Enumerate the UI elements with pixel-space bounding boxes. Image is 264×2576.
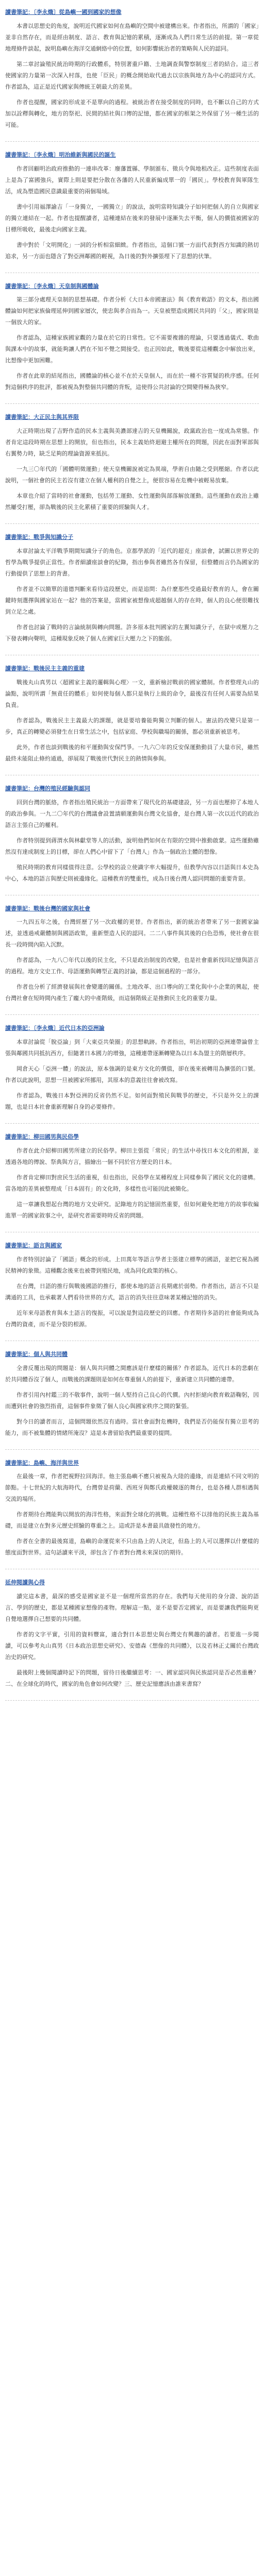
post-title-link[interactable]: 讀書筆記：戰後台灣的國家與社會 bbox=[5, 905, 90, 912]
post-title-link[interactable]: 讀書筆記：大正民主與其界限 bbox=[5, 414, 79, 421]
paragraph: 作者在此介紹柳田國男所建立的民俗學。柳田主張從「常民」的生活中尋找日本文化的根源，並透過各地的傳說、祭典與方言，描繪出一個不同於官方歷史的日本。 bbox=[5, 1147, 259, 1165]
paragraph: 書中對於「文明開化」一詞的分析相當細緻。作者指出，這個口號一方面代表對西方知識的熱切追求，另一方面也隱含了對亞洲鄰國的輕視，為日後的對外擴張埋下了思想的伏筆。 bbox=[5, 241, 259, 260]
paragraph: 作者也分析了經濟發展與社會變遷的關係。土地改革、出口導向的工業化與中小企業的興起，使台灣社會在短時間內產生了龐大的中產階級，而這個階級正是推動民主化的重要力量。 bbox=[5, 984, 259, 1002]
post-title-link[interactable]: 讀書筆記：台灣的殖民經驗與認同 bbox=[5, 785, 90, 792]
post-section bbox=[5, 664, 259, 775]
post-title-link[interactable]: 讀書筆記：戰爭與知識分子 bbox=[5, 534, 73, 541]
paragraph: 作者認為，戰後日本對亞洲的反省仍然不足。如何面對殖民與戰爭的歷史，不只是外交上的課題，也是日本社會重新理解自身的必要條件。 bbox=[5, 1092, 259, 1111]
post-section bbox=[5, 1132, 259, 1232]
paragraph: 作者肯定柳田對庶民生活的重視，但也指出，民俗學在某種程度上同樣參與了國民文化的建構。當各地的差異被整理成「日本固有」的文化時，多樣性也可能因此被簡化。 bbox=[5, 1174, 259, 1192]
post-title-link[interactable]: 讀書筆記：個人與共同體 bbox=[5, 1350, 68, 1358]
paragraph: 作者也討論了戰時的言論統制與轉向問題。許多原本批判國家的左翼知識分子，在獄中或壓力之下發表轉向聲明，這種現象反映了個人在國家巨大壓力之下的脆弱。 bbox=[5, 623, 259, 642]
post-section bbox=[5, 150, 259, 273]
paragraph: 最後附上幾個閱讀時記下的問題，留待日後繼續思考：一、國家認同與民族認同是否必然重疊？二、在全球化的時代，國家的角色會如何改變？三、歷史記憶應該由誰來書寫？ bbox=[5, 1669, 259, 1688]
paragraph: 作者的文字平實，引用的資料豐富，適合對日本思想史與台灣史有興趣的讀者。若要進一步閱讀，可以參考丸山真男《日本政治思想史研究》、安德森《想像的共同體》，以及若林正丈關於台灣政治史的研究。 bbox=[5, 1631, 259, 1661]
paragraph: 讀完這本書，最深的感受是國家並不是一個理所當然的存在。我們每天使用的身分證、說的語言、學到的歷史，都是某種國家想像的產物。理解這一點，並不是要否定國家，而是要讓我們能夠更自覺地選擇自己想要的共同體。 bbox=[5, 1593, 259, 1623]
paragraph: 全書反覆出現的問題是：個人與共同體之間應該是什麼樣的關係？作者認為，近代日本的悲劇在於共同體吞沒了個人，而戰後的課題則是如何在尊重個人的前提下，重新建立共同體的連帶。 bbox=[5, 1364, 259, 1383]
paragraph: 在台灣，日語的推行與戰後國語的推行，都使本地的語言長期處於弱勢。作者指出，語言不只是溝通的工具，也承載著人們看待世界的方式，語言的消失往往意味著某種記憶的消失。 bbox=[5, 1282, 259, 1301]
paragraph: 作者也提醒，國家的形成並不是單向的過程。被統治者在接受制度的同時，也不斷以自己的方式加以詮釋與轉化，地方的祭祀、民間的結社與口傳的記憶，都在國家的框架之外保留了另一種生活的可能。 bbox=[5, 98, 259, 128]
post-section bbox=[5, 784, 259, 895]
paragraph: 作者特別提到蔣渭水與林獻堂等人的活動，說明他們如何在有限的空間中推動啟蒙。這些運動雖然沒有達成制度上的目標，卻在人們心中留下了「台灣人」作為一個政治主體的想像。 bbox=[5, 837, 259, 855]
post-title-link[interactable]: 讀書筆記：柳田國男與民俗學 bbox=[5, 1133, 79, 1141]
post-title-link[interactable]: 延伸閱讀與心得 bbox=[5, 1579, 45, 1586]
post-title-link[interactable]: 讀書筆記：〔李永熾〕從島嶼一國到國家的想像 bbox=[5, 9, 122, 15]
paragraph: 本書以思想史的角度，說明近代國家如何在島嶼的空間中被建構出來。作者指出，所謂的「國家」並非自然存在，而是經由制度、語言、教育與記憶的累積，逐漸成為人們日常生活的前提。第一章從地理條件談起，說明島嶼在海洋交通網絡中的位置，如何影響統治者的策略與人民的認同。 bbox=[5, 22, 259, 52]
paragraph: 作者期待台灣能夠以開放的海洋性格，來面對全球化的挑戰。這種性格不以排他的民族主義為基礎，而是建立在對多元歷史經驗的尊重之上。這或許是本書最具啟發性的地方。 bbox=[5, 1511, 259, 1530]
paragraph: 近年來母語教育與本土語言的復振，可以說是對這段歷史的回應。作者期待多語的社會能夠成為台灣的資產，而不是分裂的根源。 bbox=[5, 1309, 259, 1328]
paragraph: 作者認為，一九八〇年代以後的民主化，不只是政治制度的改變，也是社會重新找回記憶與語言的過程。地方文史工作、母語運動與轉型正義的討論，都是這個過程的一部分。 bbox=[5, 957, 259, 975]
paragraph: 作者認為，這種家族國家觀的力量在於它的日常性。它不需要複雜的理論，只要透過儀式、歌曲與課本中的故事，就能夠讓人們在不知不覺之間接受。也正因如此，戰後要從這種觀念中解放出來，比想像中更加困難。 bbox=[5, 334, 259, 364]
paragraph: 本章討論從「脫亞論」到「大東亞共榮圈」的思想軌跡。作者指出，明治初期的亞洲連帶論曾主張與鄰國共同抵抗西方，但隨著日本國力的增強，這種連帶逐漸轉變為以日本為盟主的階層秩序。 bbox=[5, 1039, 259, 1057]
post-section bbox=[5, 1349, 259, 1450]
paragraph: 戰後丸山真男以〈超國家主義的邏輯與心理〉一文，重新檢討戰前的國家體制。作者整理丸山的論點，說明所謂「無責任的體系」如何使每個人都只是執行上級的命令，最後沒有任何人需要為結果負責。 bbox=[5, 679, 259, 708]
post-section bbox=[5, 7, 259, 142]
post-section bbox=[5, 532, 259, 655]
post-section bbox=[5, 1241, 259, 1341]
paragraph: 作者在全書的最後寫道，島嶼的命運從來不只由島上的人決定，但島上的人可以選擇以什麼樣的態度面對世界。這句話讀來平淡，卻包含了作者對台灣未來深切的期待。 bbox=[5, 1538, 259, 1556]
paragraph: 岡倉天心「亞洲一體」的說法，原本強調的是東方文化的價值，卻在後來被轉用為擴張的口號。作者以此說明，思想一旦被國家所挪用，其原本的意義往往會被改寫。 bbox=[5, 1065, 259, 1084]
post-title-link[interactable]: 讀書筆記：戰後民主主義的重建 bbox=[5, 665, 85, 672]
paragraph: 作者並不以簡單的道德判斷來看待這段歷史，而是追問：為什麼那些受過最好教育的人，會在關鍵時刻選擇與國家站在一起？他的答案是，當國家被想像成超越個人的存在時，個人的良心便很難找到立足之處。 bbox=[5, 585, 259, 615]
post-section bbox=[5, 1023, 259, 1124]
paragraph: 第二章討論殖民統治時期的行政體系，特別著重戶籍、土地調查與警察制度三者的結合。這三者使國家的力量第一次深入村落，也使「臣民」的概念開始取代過去以宗族與地方為中心的認同方式。作者認為，這正是近代國家與傳統王朝最大的差異。 bbox=[5, 60, 259, 90]
paragraph: 作者認為，戰後民主主義最大的課題，就是要培養能夠獨立判斷的個人。憲法的改變只是第一步，真正的轉變必須發生在日常生活之中，包括家庭、學校與職場的關係，都必須重新被思考。 bbox=[5, 717, 259, 735]
paragraph: 大正時期出現了吉野作造的民本主義與美濃部達吉的天皇機關說，政黨政治也一度成為常態。作者肯定這段時期在思想上的開放，但也指出，民本主義始終迴避主權所在的問題，因此在面對軍部與右翼勢力時，缺乏足夠的理論資源來抵抗。 bbox=[5, 428, 259, 457]
paragraph: 一九四五年之後，台灣經歷了另一次政權的更替。作者指出，新的統治者帶來了另一套國家論述，並透過戒嚴體制與國語政策，重新塑造人民的認同。二二八事件與其後的白色恐怖，使社會在很長一段時間內陷入沉默。 bbox=[5, 919, 259, 948]
paragraph: 本章討論太平洋戰爭期間知識分子的角色。京都學派的「近代的超克」座談會，試圖以世界史的哲學為戰爭提供正當性。作者細讀座談會的紀錄，指出參與者雖然各有保留，但整體而言仍為國家的行動提供了思想上的背書。 bbox=[5, 547, 259, 577]
post-section bbox=[5, 1458, 259, 1570]
paragraph: 在最後一章，作者把視野拉回海洋。他主張島嶼不應只被視為大陸的邊緣，而是連結不同文明的節點。十七世紀的大航海時代，台灣曾是荷蘭、西班牙與鄭氏政權競逐的舞台，也是各種人群相遇與交流的場所。 bbox=[5, 1473, 259, 1503]
post-title-link[interactable]: 讀書筆記：〔李永熾〕近代日本的亞洲論 bbox=[5, 1025, 105, 1032]
paragraph: 一九三〇年代的「國體明徵運動」使天皇機關說被定為異端，學術自由隨之受到壓縮。作者以此說明，一個社會的民主若沒有建立在個人權利的自覺之上，便很容易在危機中被輕易放棄。 bbox=[5, 466, 259, 484]
paragraph: 作者回顧明治政府推動的一連串改革：廢藩置縣、學制頒布、徵兵令與地租改正。這些制度表面上是為了富國強兵，實際上則是要把分散在各藩的人民重新編成單一的「國民」。學校教育與軍隊生活，成為塑造國民意識最重要的兩個場域。 bbox=[5, 165, 259, 195]
paragraph: 這一章讓我想起台灣的地方文史研究。記錄地方的記憶固然重要，但如何避免把地方的故事收編進單一的國家敘事之中，是研究者需要時時反省的問題。 bbox=[5, 1200, 259, 1219]
post-title-link[interactable]: 讀書筆記：〔李永熾〕天皇制與國體論 bbox=[5, 282, 99, 290]
paragraph: 作者引用內村鑑三的不敬事件，說明一個人堅持自己良心的代價。內村拒絕向教育敕語鞠躬，因而遭到社會的強烈指責，這個事件象徵了個人良心與國家秩序之間的緊張。 bbox=[5, 1391, 259, 1410]
paragraph: 作者特別討論了「國語」概念的形成。上田萬年等語言學者主張建立標準的國語，並把它視為國民精神的象徵。這種觀念後來也被帶到殖民地，成為同化政策的核心。 bbox=[5, 1256, 259, 1274]
post-title-link[interactable]: 讀書筆記：語言與國家 bbox=[5, 1242, 62, 1249]
paragraph: 第三部分處理天皇制的思想基礎。作者分析《大日本帝國憲法》與《教育敕語》的文本，指出國體論如何把家族倫理延伸到國家層次，使忠與孝合而為一。天皇被塑造成國民共同的「父」，國家則是一個放大的家。 bbox=[5, 296, 259, 326]
paragraph: 對今日的讀者而言，這個問題依然沒有過時。當社會面對危機時，我們是否仍能保有獨立思考的能力，而不被集體的情緒所淹沒？這是本書留給我們最重要的提問。 bbox=[5, 1418, 259, 1436]
paragraph: 本章也介紹了當時的社會運動，包括勞工運動、女性運動與部落解放運動。這些運動在政治上雖然屢受打壓，卻為戰後的民主化累積了重要的經驗與人才。 bbox=[5, 493, 259, 511]
post-section bbox=[5, 904, 259, 1015]
post-title-link[interactable]: 讀書筆記：〔李永熾〕明治維新與國民的誕生 bbox=[5, 151, 116, 158]
paragraph: 回到台灣的脈絡，作者指出殖民統治一方面帶來了現代化的基礎建設，另一方面也壓抑了本地人的政治參與。一九二〇年代的台灣議會設置請願運動與台灣文化協會，是台灣人第一次以近代的政治語言主張自己的權利。 bbox=[5, 799, 259, 828]
post-section bbox=[5, 281, 259, 404]
paragraph: 作者在此章的結尾指出，國體論的核心並不在於天皇個人，而在於一種不容質疑的秩序感。任何對這個秩序的批評，都被視為對整個共同體的背叛，這使得公共討論的空間變得極為狹窄。 bbox=[5, 372, 259, 391]
post-title-link[interactable]: 讀書筆記：島嶼、海洋與世界 bbox=[5, 1459, 79, 1466]
paragraph: 此外，作者也談到戰後的和平運動與安保鬥爭。一九六〇年的反安保運動動員了大量市民，雖然最終未能阻止條約通過，卻展現了戰後世代對民主的熱情與參與。 bbox=[5, 743, 259, 762]
post-section bbox=[5, 412, 259, 524]
paragraph: 殖民時期的教育同樣值得注意。公學校的設立使識字率大幅提升，但教學內容以日語與日本史為中心，本地的語言與歷史則被邊緣化。這種教育的雙重性，成為日後台灣人認同問題的重要背景。 bbox=[5, 863, 259, 882]
paragraph: 書中引用福澤諭吉「一身獨立，一國獨立」的說法，說明當時知識分子如何把個人的自立與國家的獨立連結在一起。作者也提醒讀者，這種連結在後來的發展中逐漸失去平衡，個人的價值被國家的目標所吸收，最後走向國家主義。 bbox=[5, 203, 259, 233]
post-section bbox=[5, 1578, 259, 1701]
